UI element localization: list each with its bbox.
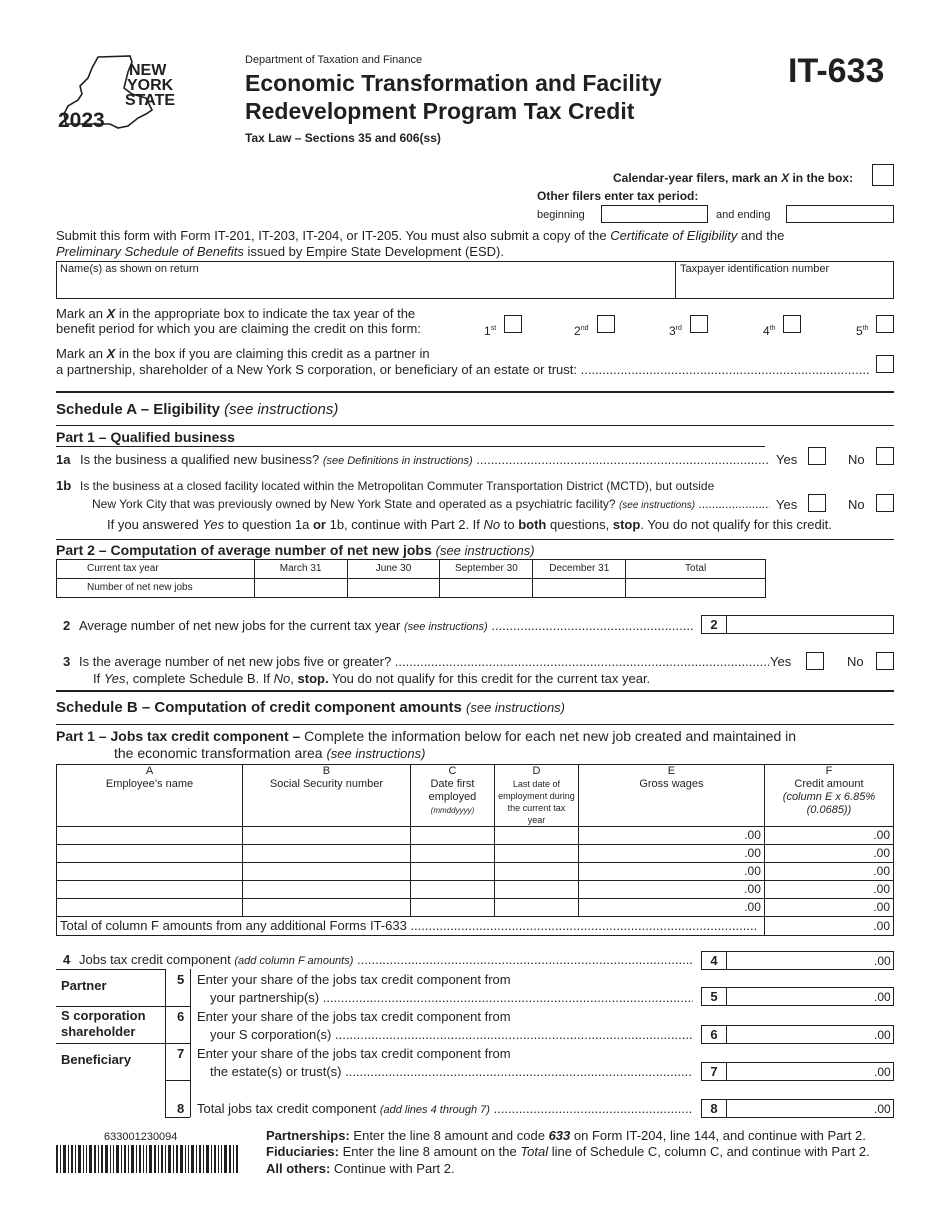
line-3-yes-label: Yes: [770, 654, 792, 669]
credit-amount-field[interactable]: .00: [764, 881, 893, 899]
date-first-employed-field[interactable]: [410, 845, 494, 863]
s-corporation-label: S corporation shareholder: [61, 1008, 146, 1039]
line-3-number: 3: [63, 654, 71, 669]
line-4-cents: .00: [874, 954, 891, 968]
benefit-year-5-label: 5th: [856, 324, 869, 338]
schedule-b-title: Schedule B – Computation of credit component amounts (see instructions): [56, 699, 566, 716]
line-1b-no-label: No: [848, 497, 865, 512]
form-number: IT-633: [788, 52, 885, 90]
gross-wages-field[interactable]: .00: [578, 881, 764, 899]
partner-checkbox[interactable]: [876, 355, 894, 373]
date-first-employed-field[interactable]: [410, 827, 494, 845]
line-6-text-a: Enter your share of the jobs tax credit component from: [197, 1009, 511, 1024]
line-5-text-a: Enter your share of the jobs tax credit component from: [197, 972, 511, 987]
credit-amount-field[interactable]: .00: [764, 863, 893, 881]
column-b-header: B Social Security number: [242, 765, 410, 827]
form-title-line1: Economic Transformation and Facility: [245, 70, 662, 96]
logo-text-state: STATE: [125, 92, 176, 109]
all-others-instruction: All others: Continue with Part 2.: [266, 1161, 455, 1176]
row-divider: [165, 1117, 190, 1118]
line-7-cents: .00: [874, 1065, 891, 1079]
date-first-employed-field[interactable]: [410, 881, 494, 899]
line-6-cents: .00: [874, 1028, 891, 1042]
column-e-header: E Gross wages: [578, 765, 764, 827]
gross-wages-field[interactable]: .00: [578, 863, 764, 881]
last-date-employed-field[interactable]: [494, 863, 578, 881]
logo-text-new: NEW: [129, 62, 167, 79]
jobs-credit-table: [56, 764, 894, 936]
logo-text-york: YORK: [127, 77, 174, 94]
date-first-employed-field[interactable]: [410, 899, 494, 917]
part1-title: Part 1 – Qualified business: [56, 429, 235, 445]
benefit-year-1-label: 1st: [484, 324, 497, 338]
intro-line2: Preliminary Schedule of Benefits issued by Empire State Development (ESD).: [56, 244, 504, 259]
employee-name-field[interactable]: [57, 863, 243, 881]
benefit-year-instruction-line2: benefit period for which you are claiming the credit on this form:: [56, 321, 421, 336]
table-row: [57, 827, 894, 845]
gross-wages-field[interactable]: .00: [578, 899, 764, 917]
table-header: Current tax year: [57, 560, 255, 579]
line-1b-number: 1b: [56, 478, 72, 493]
beginning-label: beginning: [537, 209, 585, 221]
benefit-year-instruction-line1: Mark an X in the appropriate box to indicate the tax year of the: [56, 306, 416, 321]
line-8-text: Total jobs tax credit component (add lines 4 through 7) .....: [197, 1101, 693, 1117]
divider: [56, 539, 894, 540]
employee-name-field[interactable]: [57, 845, 243, 863]
line-1a-question: Is the business a qualified new business? (see Definitions in instructions) .....: [80, 452, 770, 468]
line-num-column-divider: [190, 969, 191, 1117]
divider: [56, 425, 894, 426]
part1-jobs-title: Part 1 – Jobs tax credit component – Complete the information below for each net new job created and maintained in: [56, 728, 797, 744]
credit-amount-field[interactable]: .00: [764, 827, 893, 845]
partner-mark-line1: Mark an X in the box if you are claiming this credit as a partner in: [56, 346, 430, 361]
benefit-year-3-checkbox[interactable]: [690, 315, 708, 333]
ssn-field[interactable]: [242, 899, 410, 917]
line-3-yes-checkbox[interactable]: [806, 652, 824, 670]
ending-label: and ending: [716, 209, 771, 221]
march-31-field[interactable]: [254, 579, 347, 598]
credit-amount-field[interactable]: .00: [764, 845, 893, 863]
line-1b-question-line2: New York City that was previously owned by New York State and operated as a psychiatric facility? (see instructions) .....: [92, 497, 770, 512]
table-row: [57, 863, 894, 881]
line-7-amount-field[interactable]: [726, 1062, 894, 1081]
line-5-number: 5: [177, 972, 185, 987]
line-6-number: 6: [177, 1009, 185, 1024]
taxpayer-id-label: Taxpayer identification number: [680, 263, 830, 275]
table-row: [57, 899, 894, 917]
barcode: [56, 1145, 240, 1173]
line-3-note: If Yes, complete Schedule B. If No, stop. You do not qualify for this credit for the current tax year.: [93, 671, 651, 686]
line-4-amount-field[interactable]: [726, 951, 894, 970]
line-4-box-number: 4: [701, 951, 727, 970]
total-jobs-field[interactable]: [626, 579, 766, 598]
benefit-year-5-checkbox[interactable]: [876, 315, 894, 333]
other-filers-label: Other filers enter tax period:: [537, 189, 699, 203]
divider: [56, 724, 894, 725]
benefit-year-2-label: 2nd: [574, 324, 589, 338]
line-8-amount-field[interactable]: [726, 1099, 894, 1118]
barcode-number: 633001230094: [104, 1131, 178, 1143]
line-1b-yes-checkbox[interactable]: [808, 494, 826, 512]
line-6-text-b: your S corporation(s) .....: [210, 1027, 693, 1043]
line-1a-yes-checkbox[interactable]: [808, 447, 826, 465]
benefit-year-4-label: 4th: [763, 324, 776, 338]
line-7-box-number: 7: [701, 1062, 727, 1081]
table-header: June 30: [347, 560, 440, 579]
line-8-number: 8: [177, 1101, 185, 1116]
gross-wages-field[interactable]: .00: [578, 845, 764, 863]
benefit-year-1-checkbox[interactable]: [504, 315, 522, 333]
line-5-cents: .00: [874, 990, 891, 1004]
benefit-year-3-label: 3rd: [669, 324, 682, 338]
line-8-box-number: 8: [701, 1099, 727, 1118]
divider: [56, 690, 894, 692]
date-first-employed-field[interactable]: [410, 863, 494, 881]
ssn-field[interactable]: [242, 881, 410, 899]
september-30-field[interactable]: [440, 579, 533, 598]
divider: [56, 391, 894, 393]
table-row: [57, 881, 894, 899]
table-header: Total: [626, 560, 766, 579]
table-row-label: Number of net new jobs: [57, 579, 255, 598]
line-4-text: Jobs tax credit component (add column F amounts) .....: [79, 952, 693, 968]
schedule-a-title: Schedule A – Eligibility (see instructions): [56, 401, 339, 418]
line-2-box-number: 2: [701, 615, 727, 634]
row-divider: [56, 1043, 190, 1044]
line-6-box-number: 6: [701, 1025, 727, 1044]
part2-title: Part 2 – Computation of average number of net new jobs (see instructions): [56, 542, 535, 558]
line-7-number: 7: [177, 1046, 185, 1061]
part1-jobs-title-line2: the economic transformation area (see instructions): [114, 745, 426, 761]
column-f-header: F Credit amount (column E x 6.85% (0.0685)): [764, 765, 893, 827]
line-2-number: 2: [63, 618, 71, 633]
period-beginning-field[interactable]: [601, 205, 708, 223]
partner-label: Partner: [61, 978, 107, 993]
divider: [56, 446, 765, 447]
table-header: September 30: [440, 560, 533, 579]
employee-name-field[interactable]: [57, 881, 243, 899]
line-1b-question-line1: Is the business at a closed facility located within the Metropolitan Commuter Transportation District (MCTD), but outside: [80, 479, 715, 493]
form-title-line2: Redevelopment Program Tax Credit: [245, 98, 635, 124]
line-1b-yes-label: Yes: [776, 497, 798, 512]
line-8-cents: .00: [874, 1102, 891, 1116]
total-row-label: Total of column F amounts from any additional Forms IT-633 .....: [57, 917, 765, 936]
form-year: 2023: [58, 109, 105, 132]
department-name: Department of Taxation and Finance: [245, 54, 423, 66]
line-5-amount-field[interactable]: [726, 987, 894, 1006]
intro-line1: Submit this form with Form IT-201, IT-203, IT-204, or IT-205. You must also submit a copy of the Certificate of Eligibility and the: [56, 228, 785, 243]
line-5-text-b: your partnership(s) .....: [210, 990, 693, 1006]
benefit-year-2-checkbox[interactable]: [597, 315, 615, 333]
line-3-no-label: No: [847, 654, 864, 669]
benefit-year-4-checkbox[interactable]: [783, 315, 801, 333]
line-1a-no-label: No: [848, 452, 865, 467]
line-6-amount-field[interactable]: [726, 1025, 894, 1044]
name-field-label: Name(s) as shown on return: [60, 263, 199, 275]
line-7-text-a: Enter your share of the jobs tax credit component from: [197, 1046, 511, 1061]
credit-amount-field[interactable]: .00: [764, 899, 893, 917]
june-30-field[interactable]: [347, 579, 440, 598]
line-5-box-number: 5: [701, 987, 727, 1006]
line-1a-number: 1a: [56, 452, 71, 467]
last-date-employed-field[interactable]: [494, 881, 578, 899]
net-new-jobs-table: [56, 559, 766, 598]
column-d-header: D Last date of employment during the current tax year: [494, 765, 578, 827]
table-header: March 31: [254, 560, 347, 579]
line-1a-no-checkbox[interactable]: [876, 447, 894, 465]
table-header: December 31: [533, 560, 626, 579]
period-ending-field[interactable]: [786, 205, 894, 223]
calendar-year-label: Calendar-year filers, mark an X in the box:: [613, 171, 854, 185]
line-3-no-checkbox[interactable]: [876, 652, 894, 670]
line-7-text-b: the estate(s) or trust(s) .....: [210, 1064, 693, 1080]
line-1a-yes-label: Yes: [776, 452, 798, 467]
line-3-text: Is the average number of net new jobs five or greater? .....: [79, 654, 769, 670]
last-date-employed-field[interactable]: [494, 899, 578, 917]
ssn-field[interactable]: [242, 863, 410, 881]
employee-name-field[interactable]: [57, 827, 243, 845]
ssn-field[interactable]: [242, 845, 410, 863]
total-row: [57, 917, 894, 936]
column-c-header: C Date first employed (mmddyyyy): [410, 765, 494, 827]
gross-wages-field[interactable]: .00: [578, 827, 764, 845]
beneficiary-label: Beneficiary: [61, 1052, 132, 1067]
line-2-amount-field[interactable]: [726, 615, 894, 634]
additional-forms-total-field[interactable]: .00: [764, 917, 893, 936]
row-divider: [56, 1006, 190, 1007]
employee-name-field[interactable]: [57, 899, 243, 917]
form-subtitle: Tax Law – Sections 35 and 606(ss): [245, 131, 441, 145]
fiduciaries-instruction: Fiduciaries: Enter the line 8 amount on the Total line of Schedule C, column C, and continue with Part 2.: [266, 1144, 870, 1159]
last-date-employed-field[interactable]: [494, 845, 578, 863]
part1-qualification-note: If you answered Yes to question 1a or 1b, continue with Part 2. If No to both questions, stop. You do not qualify for this credit.: [107, 517, 832, 532]
column-a-header: A Employee’s name: [57, 765, 243, 827]
row-divider: [165, 1080, 190, 1081]
december-31-field[interactable]: [533, 579, 626, 598]
line-4-number: 4: [63, 952, 71, 967]
ssn-field[interactable]: [242, 827, 410, 845]
partner-mark-line2: a partnership, shareholder of a New York S corporation, or beneficiary of an estate or trust: .....: [56, 362, 870, 378]
table-row: [57, 845, 894, 863]
line-1b-no-checkbox[interactable]: [876, 494, 894, 512]
partnerships-instruction: Partnerships: Enter the line 8 amount and code 633 on Form IT-204, line 144, and continue with Part 2.: [266, 1128, 866, 1143]
line-2-text: Average number of net new jobs for the current tax year (see instructions) .....: [79, 618, 693, 634]
last-date-employed-field[interactable]: [494, 827, 578, 845]
calendar-year-checkbox[interactable]: [872, 164, 894, 186]
